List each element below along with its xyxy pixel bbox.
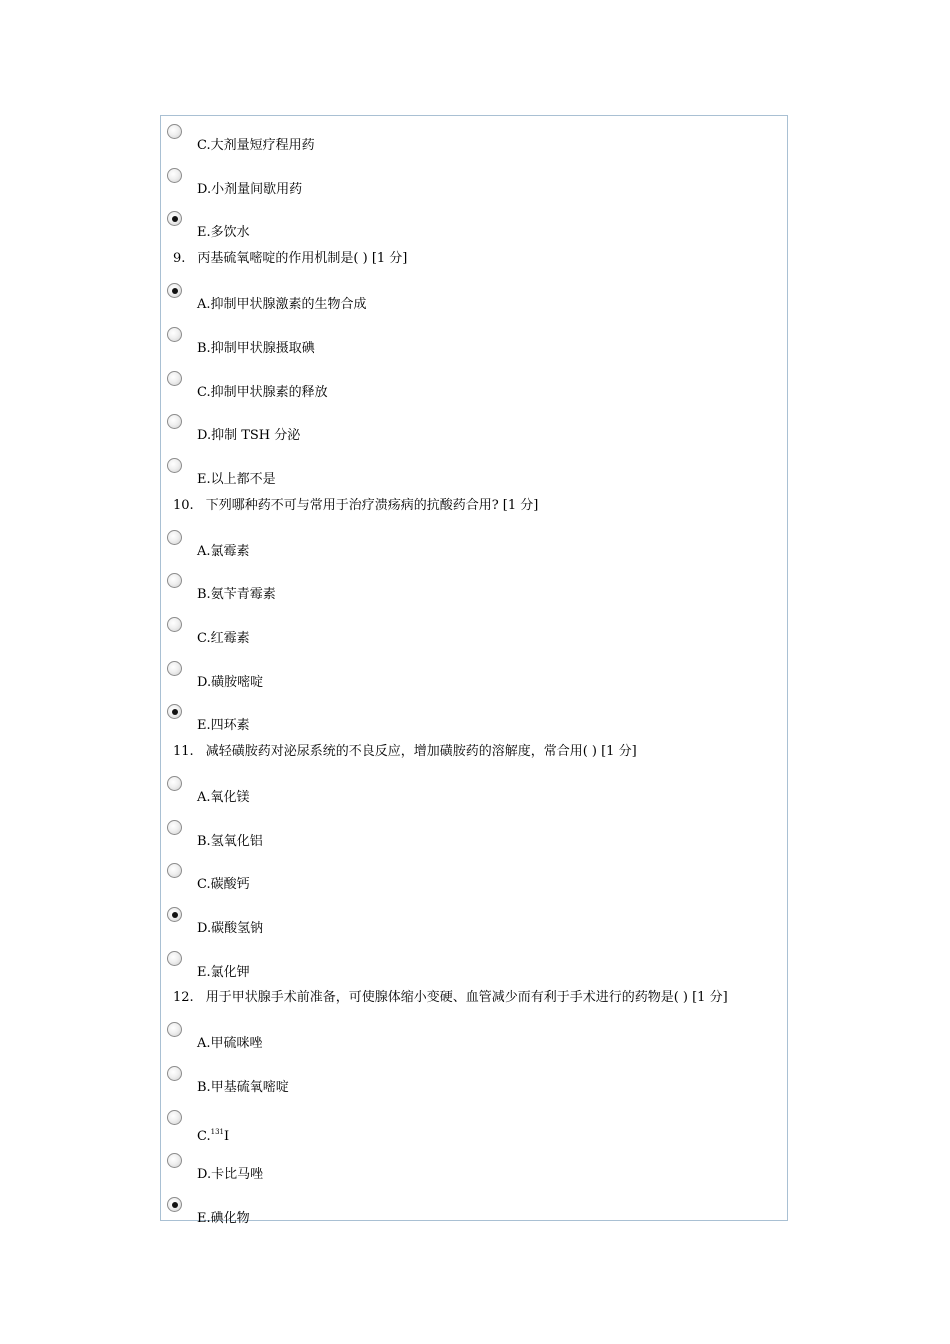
q12-option-b[interactable]: [161, 1066, 787, 1096]
q12-option-a-text: A.甲硫咪唑: [197, 1036, 263, 1051]
q8-option-d-radio[interactable]: [167, 168, 182, 183]
q12-option-b-text: B.甲基硫氧嘧啶: [197, 1080, 289, 1095]
q9-option-e[interactable]: [161, 458, 787, 488]
q12-option-a-radio[interactable]: [167, 1022, 182, 1037]
q10-option-a-text: A.氯霉素: [197, 544, 250, 559]
q11-option-d[interactable]: [161, 907, 787, 937]
q10-option-d-radio[interactable]: [167, 661, 182, 676]
q10-number: 10.: [173, 498, 194, 513]
q11-option-c-text: C.碳酸钙: [197, 877, 250, 892]
q10-option-e[interactable]: [161, 704, 787, 734]
q10-option-d-text: D.磺胺嘧啶: [197, 675, 264, 690]
q11-option-e-text: E.氯化钾: [197, 965, 250, 980]
q11-option-d-text: D.碳酸氢钠: [197, 921, 264, 936]
q9-option-d-text: D.抑制 TSH 分泌: [197, 428, 301, 443]
q10-option-d[interactable]: [161, 661, 787, 691]
q11-text: 减轻磺胺药对泌尿系统的不良反应，增加磺胺药的溶解度，常合用( ) [1 分]: [205, 744, 637, 759]
q11-option-b-radio[interactable]: [167, 820, 182, 835]
q11-option-d-radio[interactable]: [167, 907, 182, 922]
q12-option-e-radio[interactable]: [167, 1197, 182, 1212]
q10-option-c-radio[interactable]: [167, 617, 182, 632]
q12-text: 用于甲状腺手术前准备，可使腺体缩小变硬、血管减少而有利于手术进行的药物是( ) [1 分]: [205, 990, 728, 1005]
q9-question: [173, 251, 407, 267]
q8-option-e[interactable]: [161, 211, 787, 241]
q9-text: 丙基硫氧嘧啶的作用机制是( ) [1 分]: [197, 251, 408, 266]
q11-option-e-radio[interactable]: [167, 951, 182, 966]
q9-option-a-text: A.抑制甲状腺激素的生物合成: [197, 297, 367, 312]
q11-option-b[interactable]: [161, 820, 787, 850]
q12-option-e[interactable]: [161, 1197, 787, 1227]
q12-option-d[interactable]: [161, 1153, 787, 1183]
q9-option-a-radio[interactable]: [167, 283, 182, 298]
q8-option-e-text: E.多饮水: [197, 225, 250, 240]
isotope-superscript: 131: [210, 1128, 224, 1136]
q11-option-a[interactable]: [161, 776, 787, 806]
q10-option-e-text: E.四环素: [197, 718, 250, 733]
q11-option-b-text: B.氢氧化铝: [197, 834, 263, 849]
q10-text: 下列哪种药不可与常用于治疗溃疡病的抗酸药合用? [1 分]: [205, 498, 539, 513]
q10-option-b-radio[interactable]: [167, 573, 182, 588]
q12-number: 12.: [173, 990, 194, 1005]
q9-option-c-text: C.抑制甲状腺素的释放: [197, 385, 328, 400]
q12-option-d-radio[interactable]: [167, 1153, 182, 1168]
q10-option-a-radio[interactable]: [167, 530, 182, 545]
q10-option-a[interactable]: [161, 530, 787, 560]
q9-option-d-radio[interactable]: [167, 414, 182, 429]
q11-option-a-radio[interactable]: [167, 776, 182, 791]
q11-option-c-radio[interactable]: [167, 863, 182, 878]
q9-option-b-radio[interactable]: [167, 327, 182, 342]
q10-question: [173, 498, 538, 514]
q8-option-e-radio[interactable]: [167, 211, 182, 226]
q11-option-c[interactable]: [161, 863, 787, 893]
q8-option-c-text: C.大剂量短疗程用药: [197, 138, 315, 153]
q12-option-e-text: E.碘化物: [197, 1211, 250, 1226]
q8-option-c[interactable]: [161, 124, 787, 154]
q9-number: 9.: [173, 251, 186, 266]
q11-option-e[interactable]: [161, 951, 787, 981]
q10-option-b-text: B.氨苄青霉素: [197, 587, 276, 602]
q8-option-d-text: D.小剂量间歇用药: [197, 182, 303, 197]
q12-option-b-radio[interactable]: [167, 1066, 182, 1081]
q10-option-c-text: C.红霉素: [197, 631, 250, 646]
q12-option-c-text: C.$^{131}$I: [197, 1128, 230, 1144]
q10-option-b[interactable]: [161, 573, 787, 603]
q12-option-a[interactable]: [161, 1022, 787, 1052]
q12-question: [173, 990, 728, 1006]
q11-question: [173, 744, 637, 760]
q10-option-c[interactable]: [161, 617, 787, 647]
q9-option-b[interactable]: [161, 327, 787, 357]
q12-option-d-text: D.卡比马唑: [197, 1167, 264, 1182]
q9-option-e-radio[interactable]: [167, 458, 182, 473]
quiz-panel: [160, 115, 788, 1226]
q9-option-d[interactable]: [161, 414, 787, 444]
q10-option-e-radio[interactable]: [167, 704, 182, 719]
q9-option-a[interactable]: [161, 283, 787, 313]
q11-option-a-text: A.氧化镁: [197, 790, 250, 805]
q9-option-e-text: E.以上都不是: [197, 472, 276, 487]
q8-option-c-radio[interactable]: [167, 124, 182, 139]
q9-option-b-text: B.抑制甲状腺摄取碘: [197, 341, 315, 356]
q11-number: 11.: [173, 744, 194, 759]
q9-option-c-radio[interactable]: [167, 371, 182, 386]
q12-option-c[interactable]: [161, 1110, 787, 1144]
q8-option-d[interactable]: [161, 168, 787, 198]
q9-option-c[interactable]: [161, 371, 787, 401]
q12-option-c-radio[interactable]: [167, 1110, 182, 1125]
